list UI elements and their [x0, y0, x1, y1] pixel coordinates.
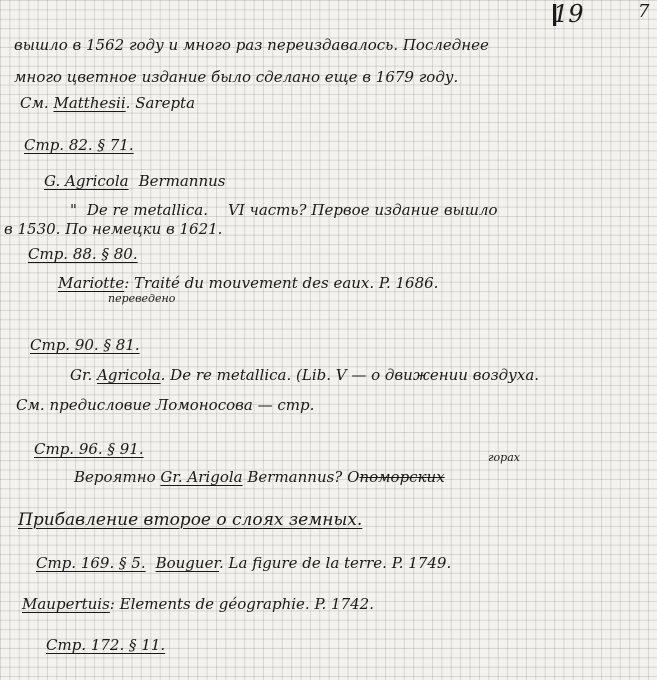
traite-title: : Traité du mouvement des eaux. P. 1686. — [124, 274, 439, 292]
mountains-insert: горах — [488, 451, 520, 464]
lib-v-text: . De re metallica. (Lib. V — о движении воздуха. — [160, 366, 540, 384]
ditto-mark: " — [70, 201, 77, 219]
maupertuis-line — [22, 597, 374, 612]
lomonosov-preface-line: См. предисловие Ломоносова — стр. — [16, 396, 315, 414]
probably-text: Вероятно — [74, 468, 156, 486]
bouguer-line — [36, 556, 451, 571]
page-number: 19 — [553, 0, 584, 28]
bermannus-question: Bermannus? О — [247, 468, 360, 486]
edition-continuation: в 1530. По немецки в 1621. — [4, 220, 223, 238]
text-line-3 — [20, 96, 195, 111]
sarepta-title: . Sarepta — [125, 94, 196, 112]
edition-note: VI часть? Первое издание вышло — [227, 201, 498, 219]
struck-word: поморских — [359, 468, 445, 486]
bermannus-title: Bermannus — [138, 172, 226, 190]
section-ref-169: Стр. 169. § 5. — [36, 554, 146, 572]
author-maupertuis: Maupertuis — [22, 595, 110, 613]
gr-label: Gr. — [70, 366, 93, 384]
see-label: См. — [20, 94, 49, 112]
section-ref-172: Стр. 172. § 11. — [46, 636, 166, 654]
agricola-line — [44, 174, 225, 189]
corner-mark: 7 — [638, 1, 650, 22]
arigola-line — [74, 470, 445, 485]
text-line-1: вышло в 1562 году и много раз переиздавалось. Последнее — [14, 36, 489, 54]
text-line-2: много цветное издание было сделано еще в 1679 году. — [14, 68, 459, 86]
author-agricola: G. Agricola — [44, 172, 129, 190]
elements-title: : Elements de géographie. P. 1742. — [109, 595, 374, 613]
section-ref-88: Стр. 88. § 80. — [28, 245, 138, 263]
translated-insert: переведено — [108, 292, 176, 305]
page-number-box — [553, 4, 556, 26]
mariotte-line — [58, 276, 438, 291]
metallica-line — [70, 203, 498, 218]
section-ref-90: Стр. 90. § 81. — [30, 336, 140, 354]
de-re-metallica-title: De re metallica. — [86, 201, 208, 219]
section-ref-96: Стр. 96. § 91. — [34, 440, 144, 458]
agricola-lib-line — [70, 368, 539, 383]
author-mariotte: Mariotte — [58, 274, 125, 292]
author-arigola: Gr. Arigola — [160, 468, 243, 486]
section-ref-82: Стр. 82. § 71. — [24, 136, 134, 154]
supplement-heading: Прибавление второе о слоях земных. — [18, 510, 363, 530]
figure-terre-title: . La figure de la terre. P. 1749. — [218, 554, 452, 572]
author-agricola-2: Agricola — [97, 366, 161, 384]
author-bouguer: Bouguer — [155, 554, 219, 572]
author-matthesii: Matthesii — [53, 94, 126, 112]
